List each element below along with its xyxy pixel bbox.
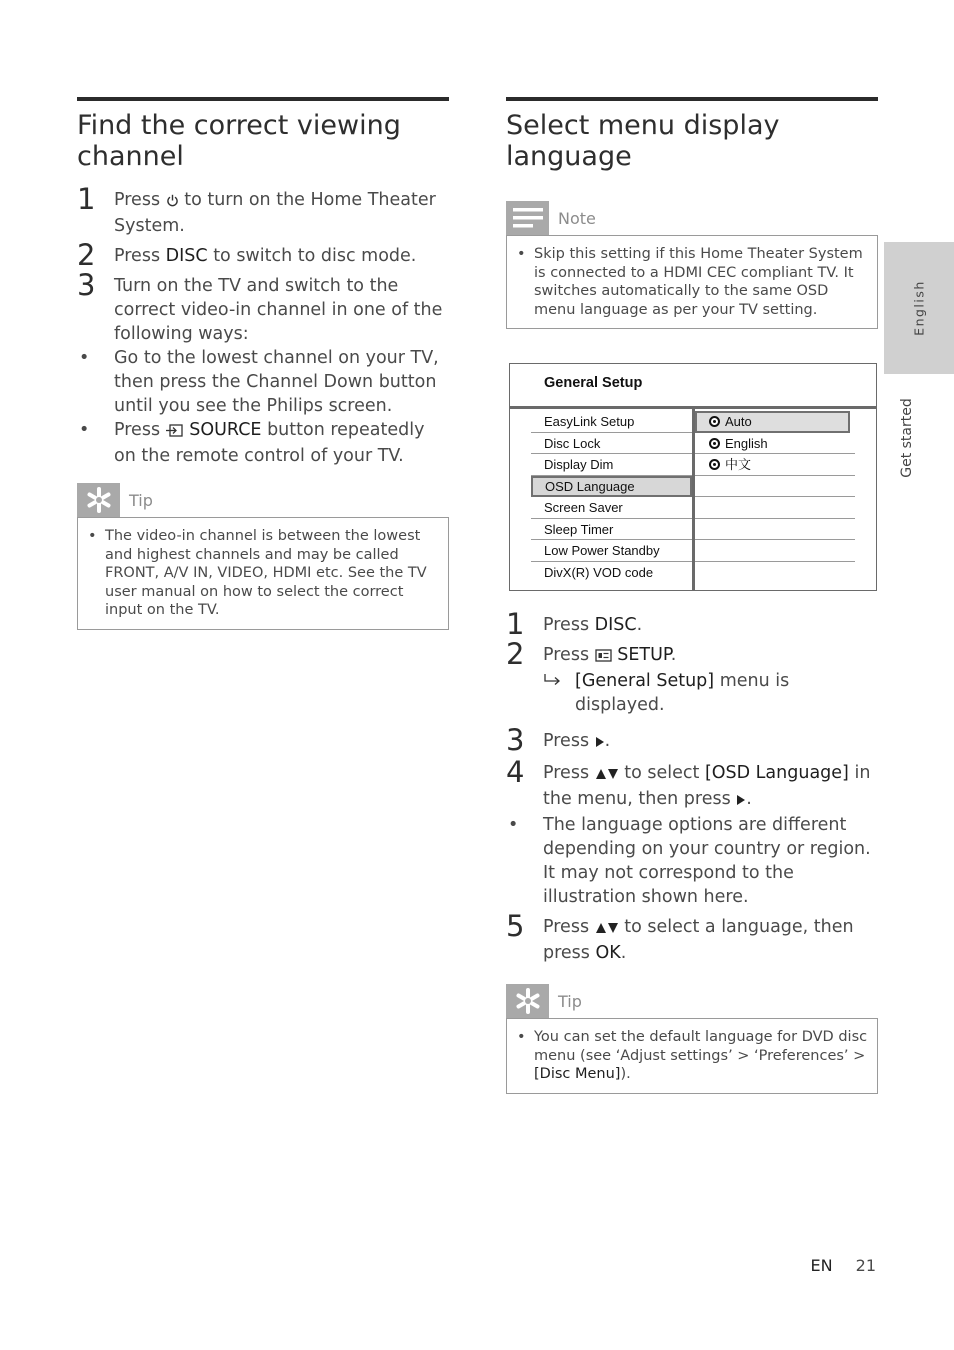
step-1: 1 Press to turn on the Home Theater System. — [77, 182, 436, 236]
osd-item: Screen Saver — [531, 497, 692, 519]
step-5: 5 Press to select a language, then press OK. — [506, 909, 854, 963]
step-2: 2 Press DISC to switch to disc mode. — [77, 238, 417, 272]
tip-box — [506, 984, 878, 1094]
osd-option: 中文 — [695, 454, 855, 476]
steps-list — [77, 182, 449, 468]
osd-item: Disc Lock — [531, 433, 692, 455]
osd-item: DivX(R) VOD code — [544, 564, 654, 580]
radio-icon — [709, 416, 720, 427]
step-number: 2 — [77, 238, 96, 272]
step-1: 1 Press DISC. — [506, 607, 643, 641]
osd-item: Low Power Standby — [531, 540, 692, 562]
osd-item: EasyLink Setup — [531, 411, 692, 433]
radio-icon — [709, 438, 720, 449]
result-arrow-icon — [543, 669, 563, 696]
setup-key: SETUP — [617, 645, 671, 665]
note-text: • Skip this setting if this Home Theater System is connected to a HDMI CEC compliant TV. It switches automatically to the same OSD menu language as per your TV setting. — [517, 246, 863, 318]
bullet-item: • The language options are different depending on your country or region. It may not correspond to the illustration shown here. — [508, 815, 871, 907]
osd-option: English — [695, 433, 855, 455]
language-tab-label: English — [911, 280, 927, 336]
right-arrow-icon — [736, 789, 746, 813]
tip-text: • The video-in channel is between the lowest and highest channels and may be called FRONT, A/V IN, VIDEO, HDMI etc. See the TV user manual on how to select the correct input on the TV. — [88, 528, 427, 618]
disc-key: DISC — [594, 615, 637, 635]
steps-list — [506, 607, 878, 965]
tip-text: • You can set the default language for DVD disc menu (see ‘Adjust settings’ > ‘Preferences’ > [Disc Menu]). — [517, 1029, 868, 1082]
step-number: 1 — [506, 607, 525, 641]
section-rule — [77, 97, 449, 101]
right-column — [506, 97, 878, 1094]
note-label: Note — [558, 208, 596, 228]
step-3: 3 Press . — [506, 723, 611, 757]
setup-icon — [595, 645, 612, 669]
osd-option-selected: Auto — [695, 411, 850, 433]
osd-language-key: [OSD Language] — [704, 763, 849, 783]
tip-box — [77, 483, 449, 630]
section-title: Select menu display language — [506, 110, 780, 172]
step-3: 3 Turn on the TV and switch to the correct video-in channel in one of the following ways: — [77, 268, 443, 344]
note-lines-icon — [506, 201, 549, 235]
step-2: 2 Press SETUP. — [506, 637, 677, 671]
step-result: [General Setup] menu is displayed. — [543, 669, 878, 717]
tip-label: Tip — [558, 991, 582, 1011]
step-number: 2 — [506, 637, 525, 671]
radio-icon — [709, 459, 720, 470]
osd-option-list — [695, 411, 855, 562]
step-number: 5 — [506, 909, 525, 943]
source-icon — [166, 420, 184, 444]
page-number: 21 — [855, 1256, 876, 1275]
tip-star-icon — [506, 984, 549, 1018]
osd-menu-illustration — [509, 363, 877, 591]
step-number: 3 — [77, 268, 96, 302]
tip-star-icon — [77, 483, 120, 517]
step-number: 4 — [506, 755, 525, 789]
source-key: SOURCE — [189, 420, 262, 440]
section-rule — [506, 97, 878, 101]
bullet-item: • Press SOURCE button repeatedly on the remote control of your TV. — [79, 420, 425, 466]
up-down-icon — [595, 763, 619, 787]
step-number: 1 — [77, 182, 96, 216]
osd-item-list — [531, 411, 692, 583]
page-footer — [810, 1256, 876, 1275]
osd-item: Display Dim — [531, 454, 692, 476]
osd-title: General Setup — [544, 375, 643, 391]
right-arrow-icon — [595, 731, 605, 755]
disc-key: DISC — [165, 246, 208, 266]
osd-item: Sleep Timer — [531, 519, 692, 541]
step-number: 3 — [506, 723, 525, 757]
footer-language: EN — [810, 1256, 833, 1275]
bullet-item: • Go to the lowest channel on your TV, then press the Channel Down button until you see the Philips screen. — [79, 348, 439, 416]
tip-label: Tip — [129, 490, 153, 510]
section-tab-label: Get started — [899, 398, 915, 478]
power-icon — [166, 190, 179, 214]
left-column — [77, 97, 449, 630]
osd-item-selected: OSD Language — [531, 476, 692, 498]
ok-key: OK — [595, 943, 621, 963]
note-box — [506, 201, 878, 329]
step-4: 4 Press to select [OSD Language] in the menu, then press . — [506, 761, 878, 813]
section-title: Find the correct viewing channel — [77, 110, 401, 172]
up-down-icon — [595, 917, 619, 941]
